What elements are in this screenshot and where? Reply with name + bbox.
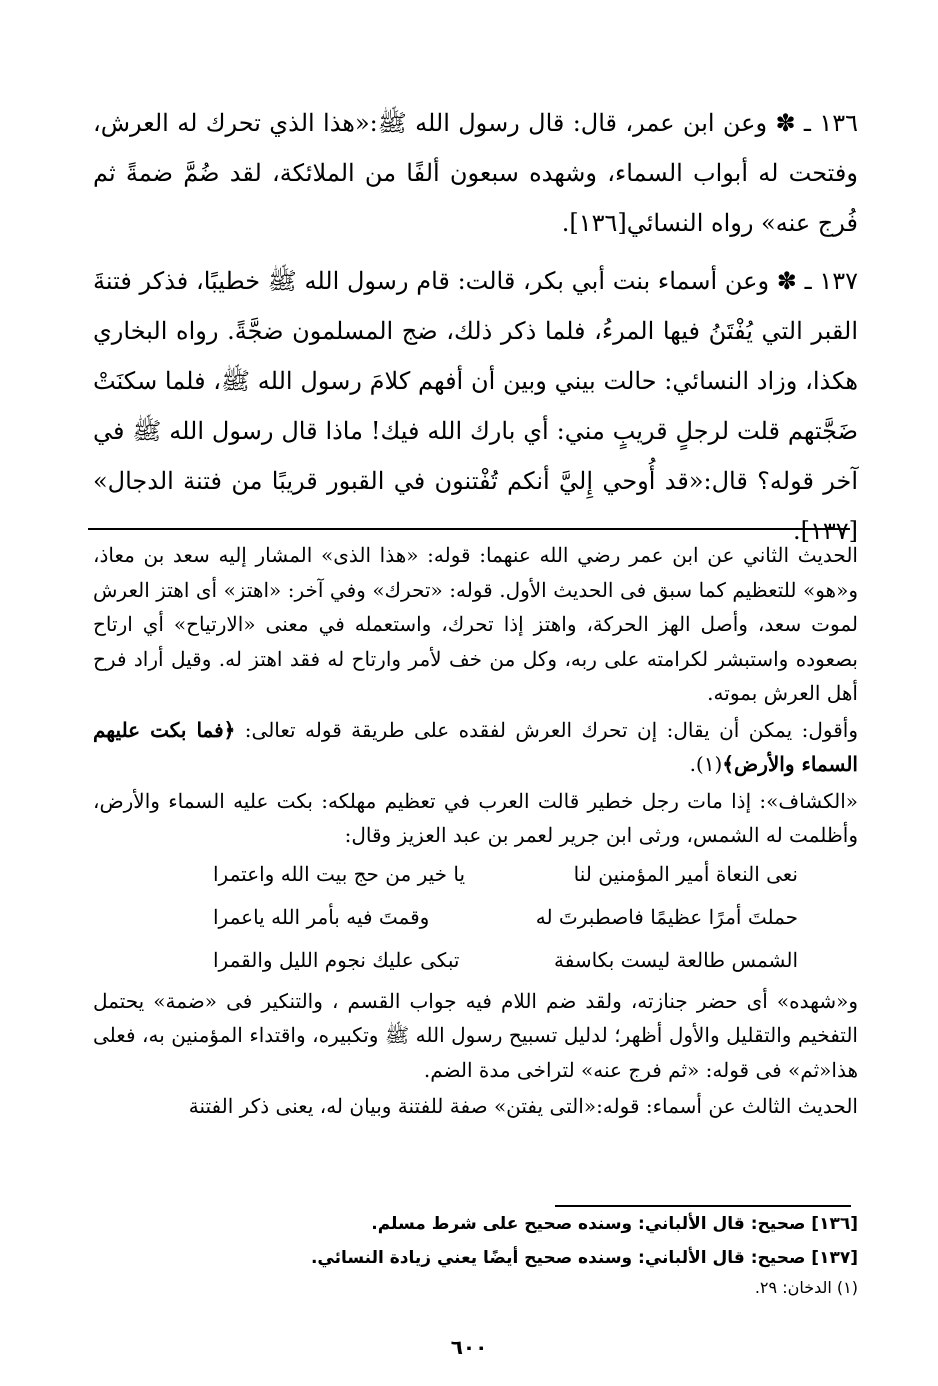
footnote-ref: (١). bbox=[689, 752, 723, 776]
footnote-137: [١٣٧] صحيح: قال الألباني: وسنده صحيح أيضًا يعني زيادة النسائي. bbox=[310, 1248, 858, 1268]
page-number: ٦٠٠ bbox=[450, 1335, 488, 1359]
hadith-section bbox=[93, 98, 858, 564]
hadith-137: ١٣٧ ـ ✽ وعن أسماء بنت أبي بكر، قالت: قام رسول الله ﷺ خطيبًا، فذكر فتنةَ القبر التي يُفْتَنُ فيها المرءُ، فلما ذكر ذلك، ضج المسلمون ضجَّةً. رواه البخاري هكذا، وزاد النسائي: حالت بيني وبين أن أفهم كلامَ رسول الله ﷺ، فلما سكنَتْ ضَجَّتهم قلت لرجلٍ قريبٍ مني: أي بارك الله فيك! ماذا قال رسول الله ﷺ في آخر قوله؟ قال:«قد أُوحي إِليَّ أنكم تُفْتنون في القبور قريبًا من فتنة الدجال» [١٣٧]. bbox=[93, 267, 858, 545]
quran-quote: ﴿فما بكت عليهم السماء والأرض﴾ bbox=[93, 717, 858, 776]
footnote-divider bbox=[555, 1205, 851, 1207]
commentary-paragraph-2 bbox=[93, 713, 858, 782]
verse-second-half: وقمتَ فيه بأمر الله ياعمرا bbox=[213, 904, 430, 929]
commentary-section bbox=[93, 538, 858, 1124]
section-divider bbox=[88, 528, 850, 530]
footnote-1: (١) الدخان: ٢٩. bbox=[754, 1278, 858, 1297]
verse-first-half: حملتَ أمرًا عظيمًا فاصطبرتَ له bbox=[535, 904, 798, 929]
commentary-text: وأقول: يمكن أن يقال: إن تحرك العرش لفقده على طريقة قوله تعالى: bbox=[235, 717, 858, 742]
poem-verse bbox=[93, 896, 798, 939]
footnote-136: [١٣٦] صحيح: قال الألباني: وسنده صحيح على شرط مسلم. bbox=[371, 1214, 858, 1234]
poem-verse bbox=[93, 853, 798, 896]
verse-first-half: الشمس طالعة ليست بكاسفة bbox=[553, 947, 798, 972]
verse-second-half: يا خير من حج بيت الله واعتمرا bbox=[213, 861, 466, 886]
commentary-paragraph-5: الحديث الثالث عن أسماء: قوله:«التى يفتن» صفة للفتنة وبيان له، يعنى ذكر الفتنة bbox=[188, 1094, 858, 1118]
verse-first-half: نعى النعاة أمير المؤمنين لنا bbox=[573, 861, 798, 886]
commentary-paragraph-1: الحديث الثاني عن ابن عمر رضي الله عنهما: قوله: «هذا الذى» المشار إليه سعد بن معاذ، و«هو» للتعظيم كما سبق فى الحديث الأول. قوله: «تحرك» وفي آخر: «اهتز» أى اهتز العرش لموت سعد، وأصل الهز الحركة، واهتز إذا تحرك، واستعمله في معنى «الارتياح» أي ارتاح بصعوده واستبشر لكرامته على ربه، وكل من خف لأمر وارتاح له فقد اهتز له. وقيل أراد فرح أهل العرش بموته. bbox=[93, 543, 858, 705]
hadith-136: ١٣٦ ـ ✽ وعن ابن عمر، قال: قال رسول الله ﷺ:«هذا الذي تحرك له العرش، وفتحت له أبواب السماء، وشهده سبعون ألفًا من الملائكة، لقد ضُمَّ ضمةً ثم فُرج عنه» رواه النسائي[١٣٦]. bbox=[93, 109, 858, 237]
commentary-paragraph-4: و«شهده» أى حضر جنازته، ولقد ضم اللام فيه جواب القسم ، والتنكير فى «ضمة» يحتمل التفخيم والتقليل والأول أظهر؛ لدليل تسبيح رسول الله ﷺ وتكبيره، واقتداء المؤمنين به، فعلى هذا«ثم» فى قوله: «ثم فرج عنه» لتراخى مدة الضم. bbox=[93, 988, 858, 1082]
poem bbox=[93, 853, 858, 982]
verse-second-half: تبكى عليك نجوم الليل والقمرا bbox=[213, 947, 460, 972]
footnotes bbox=[93, 1212, 858, 1310]
poem-verse bbox=[93, 939, 798, 982]
commentary-paragraph-3: «الكشاف»: إذا مات رجل خطير قالت العرب في تعظيم مهلكه: بكت عليه السماء والأرض، وأظلمت له الشمس، ورثى ابن جرير لعمر بن عبد العزيز وقال: bbox=[93, 788, 858, 847]
